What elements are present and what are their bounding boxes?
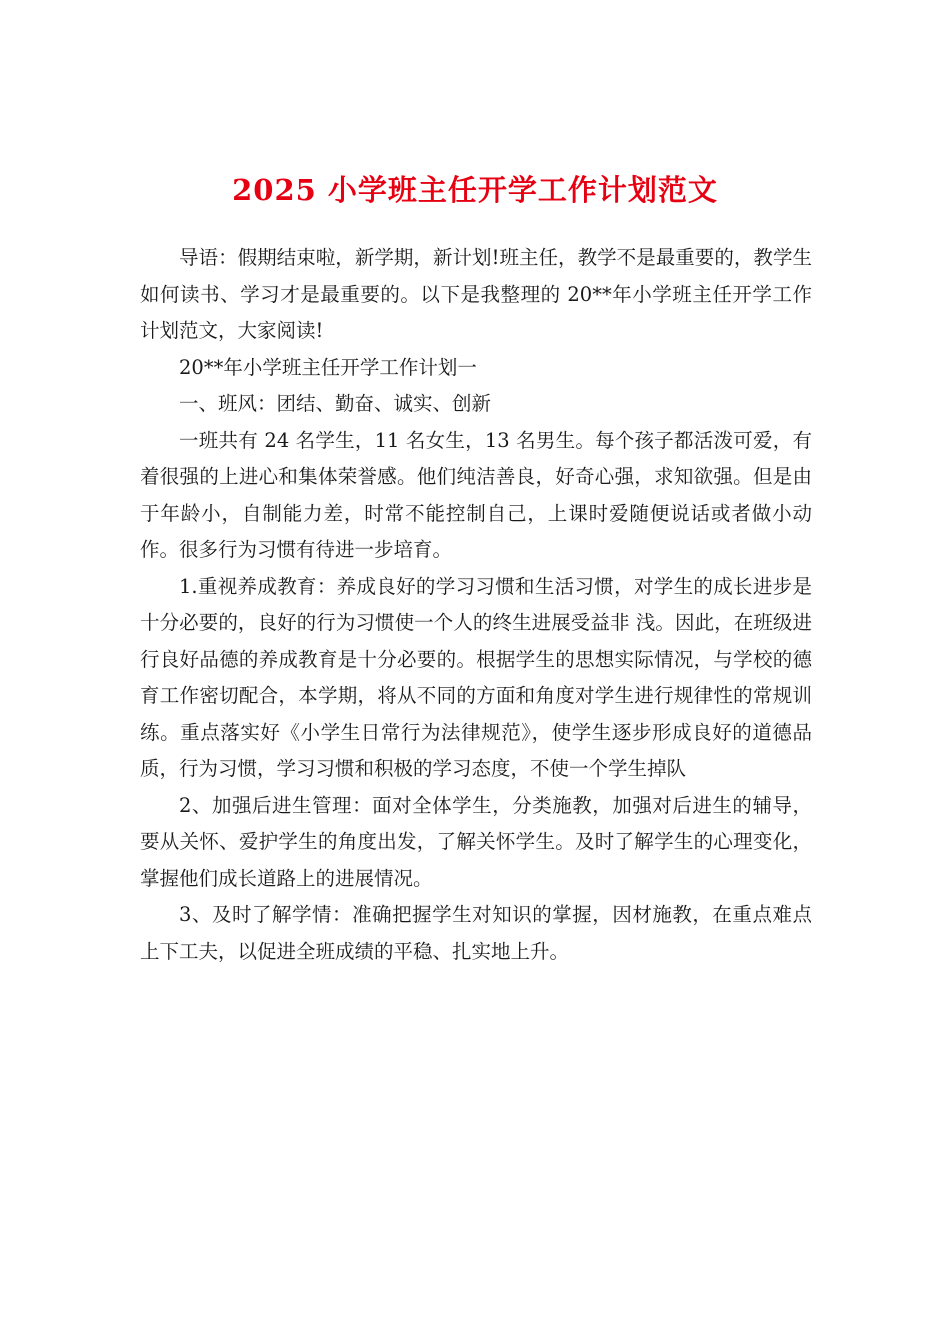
document-body — [140, 240, 812, 970]
document-title: 2025 小学班主任开学工作计划范文 — [232, 173, 718, 207]
paragraph-plan-heading: 20**年小学班主任开学工作计划一 — [179, 355, 477, 379]
paragraph-item-3: 3、及时了解学情：准确把握学生对知识的掌握，因材施教，在重点难点上下工夫，以促进全班成绩的平稳、扎实地上升。 — [140, 903, 812, 963]
paragraph-intro: 导语：假期结束啦，新学期，新计划!班主任，教学不是最重要的，教学生如何读书、学习才是最重要的。以下是我整理的 20**年小学班主任开学工作计划范文，大家阅读! — [140, 246, 812, 342]
paragraph-section-heading: 一、班风：团结、勤奋、诚实、创新 — [179, 392, 492, 415]
paragraph-item-2: 2、加强后进生管理：面对全体学生，分类施教，加强对后进生的辅导，要从关怀、爱护学生的角度出发，了解关怀学生。及时了解学生的心理变化，掌握他们成长道路上的进展情况。 — [140, 793, 812, 890]
paragraph-class-description: 一班共有 24 名学生，11 名女生，13 名男生。每个孩子都活泼可爱，有着很强的上进心和集体荣誉感。他们纯洁善良，好奇心强，求知欲强。但是由于年龄小，自制能力差，时常不能控制自己，上课时爱随便说话或者做小动作。很多行为习惯有待进一步培育。 — [140, 428, 812, 561]
paragraph-item-1: 1.重视养成教育：养成良好的学习习惯和生活习惯，对学生的成长进步是十分必要的，良好的行为习惯使一个人的终生进展受益非 浅。因此，在班级进行良好品德的养成教育是十分必要的。根据学生的思想实际情况，与学校的德育工作密切配合，本学期，将从不同的方面和角度对学生进行规律性的常规训练。重点落实好《小学生日常行为法律规范》，使学生逐步形成良好的道德品质，行为习惯，学习习惯和积极的学习态度，不使一个学生掉队 — [140, 574, 812, 780]
